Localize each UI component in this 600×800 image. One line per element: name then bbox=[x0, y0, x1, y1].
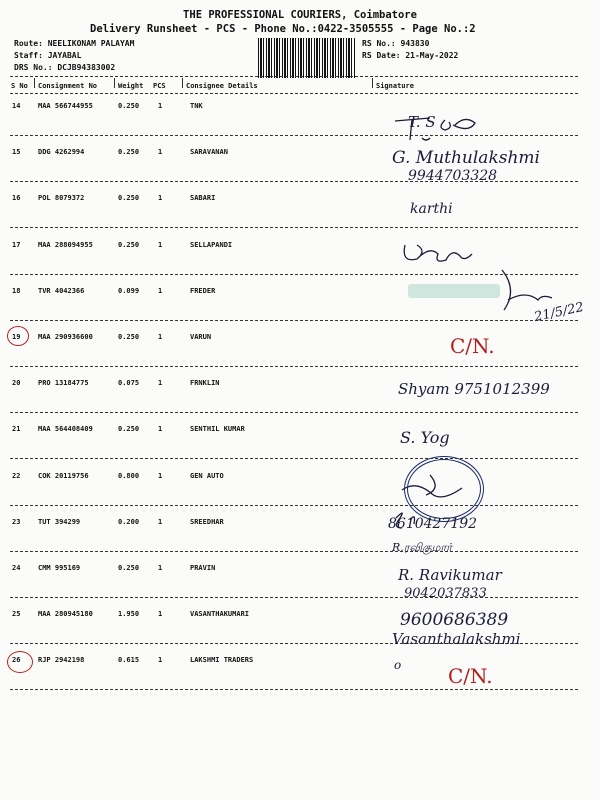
col-sno: S No bbox=[11, 82, 28, 90]
col-consignee-details: Consignee Details bbox=[186, 82, 258, 90]
row-weight: 0.250 bbox=[118, 194, 140, 202]
row-consignee: SABARI bbox=[190, 194, 216, 202]
col-signature: Signature bbox=[376, 82, 414, 90]
row-consignment-no: COK 20119756 bbox=[38, 472, 89, 480]
row-consignee: GEN AUTO bbox=[190, 472, 224, 480]
row-consignee: SELLAPANDI bbox=[190, 241, 233, 249]
row-weight: 0.200 bbox=[118, 518, 140, 526]
row-consignment-no: MAA 280945180 bbox=[38, 610, 93, 618]
row-consignee: FRNKLIN bbox=[190, 379, 220, 387]
col-weight: Weight bbox=[118, 82, 144, 90]
row-sno: 19 bbox=[12, 333, 21, 341]
row-sno: 22 bbox=[12, 472, 21, 480]
row-consignment-no: MAA 564408409 bbox=[38, 425, 93, 433]
route-label: Route: NEELIKONAM PALAYAM bbox=[14, 39, 135, 48]
row-pcs: 1 bbox=[158, 194, 163, 202]
row-consignment-no: MAA 566744955 bbox=[38, 102, 93, 110]
row-weight: 0.250 bbox=[118, 241, 140, 249]
row-consignee: FREDER bbox=[190, 287, 216, 295]
row-consignment-no: RJP 2942198 bbox=[38, 656, 85, 664]
row-weight: 0.615 bbox=[118, 656, 140, 664]
handwritten-name-row24: R. Ravikumar bbox=[398, 566, 502, 584]
col-pcs: PCS bbox=[153, 82, 166, 90]
row-sno: 16 bbox=[12, 194, 21, 202]
rs-number: RS No.: 943830 bbox=[362, 39, 430, 48]
redacted-signature-row18 bbox=[408, 284, 500, 298]
row-consignment-no: MAA 290936600 bbox=[38, 333, 93, 341]
row-pcs: 1 bbox=[158, 425, 163, 433]
row-pcs: 1 bbox=[158, 518, 163, 526]
handwritten-phone-row24: 9042037833 bbox=[404, 586, 487, 601]
rs-date: RS Date: 21-May-2022 bbox=[362, 51, 459, 60]
row-consignee: PRAVIN bbox=[190, 564, 216, 572]
handwritten-date-row18: 21/5/22 bbox=[532, 299, 586, 326]
row-weight: 0.800 bbox=[118, 472, 140, 480]
handwritten-phone-row15: 9944703328 bbox=[408, 168, 498, 184]
row-consignment-no: TVR 4042366 bbox=[38, 287, 85, 295]
row-sno: 17 bbox=[12, 241, 21, 249]
signature-mark-row21: S. Yog bbox=[400, 428, 450, 447]
drs-number: DRS No.: DCJB94383002 bbox=[14, 63, 116, 72]
row-consignment-no: CMM 995169 bbox=[38, 564, 81, 572]
cn-mark-row19: C/N. bbox=[450, 334, 495, 358]
row-consignee: LAKSHMI TRADERS bbox=[190, 656, 254, 664]
company-stamp bbox=[404, 456, 484, 522]
row-sno: 24 bbox=[12, 564, 21, 572]
row-consignment-no: PRO 13184775 bbox=[38, 379, 89, 387]
row-pcs: 1 bbox=[158, 472, 163, 480]
row-consignment-no: MAA 288094955 bbox=[38, 241, 93, 249]
row-consignment-no: POL 8079372 bbox=[38, 194, 85, 202]
row-sno: 23 bbox=[12, 518, 21, 526]
col-consignment-no: Consignment No bbox=[38, 82, 98, 90]
page-title: THE PROFESSIONAL COURIERS, Coimbatore bbox=[183, 9, 417, 21]
row-consignee: TNK bbox=[190, 102, 203, 110]
handwritten-tamil-name-row24: R.ரவிகுமார் bbox=[392, 541, 453, 554]
row-consignee: SENTHIL KUMAR bbox=[190, 425, 245, 433]
row-sno: 25 bbox=[12, 610, 21, 618]
row-pcs: 1 bbox=[158, 287, 163, 295]
row-pcs: 1 bbox=[158, 102, 163, 110]
handwritten-name-row15: G. Muthulakshmi bbox=[392, 148, 540, 168]
handwritten-name-row16: karthi bbox=[410, 201, 453, 217]
row-pcs: 1 bbox=[158, 379, 163, 387]
row-pcs: 1 bbox=[158, 148, 163, 156]
signature-mark-row26: o bbox=[394, 658, 402, 672]
handwritten-phone-row25: 9600686389 bbox=[400, 610, 509, 630]
row-pcs: 1 bbox=[158, 241, 163, 249]
row-weight: 0.250 bbox=[118, 102, 140, 110]
handwritten-phone-row23: 8610427192 bbox=[388, 516, 478, 532]
row-weight: 0.250 bbox=[118, 564, 140, 572]
cn-mark-row26: C/N. bbox=[448, 664, 493, 688]
row-weight: 1.950 bbox=[118, 610, 140, 618]
handwritten-name-row25: Vasanthalakshmi bbox=[392, 630, 521, 648]
row-sno: 18 bbox=[12, 287, 21, 295]
row-consignment-no: DDG 4262994 bbox=[38, 148, 85, 156]
page-subtitle: Delivery Runsheet - PCS - Phone No.:0422-3505555 - Page No.:2 bbox=[90, 23, 476, 35]
row-sno: 15 bbox=[12, 148, 21, 156]
row-pcs: 1 bbox=[158, 564, 163, 572]
row-pcs: 1 bbox=[158, 610, 163, 618]
row-sno: 14 bbox=[12, 102, 21, 110]
row-weight: 0.099 bbox=[118, 287, 140, 295]
row-sno: 21 bbox=[12, 425, 21, 433]
row-consignment-no: TUT 394299 bbox=[38, 518, 81, 526]
row-consignee: VASANTHAKUMARI bbox=[190, 610, 250, 618]
handwritten-name-phone-row20: Shyam 9751012399 bbox=[398, 380, 550, 398]
row-pcs: 1 bbox=[158, 656, 163, 664]
row-sno: 26 bbox=[12, 656, 21, 664]
signature-mark-row14: T. S bbox=[408, 113, 436, 131]
row-weight: 0.250 bbox=[118, 148, 140, 156]
row-consignee: SREEDHAR bbox=[190, 518, 224, 526]
row-weight: 0.250 bbox=[118, 333, 140, 341]
row-consignee: SARAVANAN bbox=[190, 148, 228, 156]
row-consignee: VARUN bbox=[190, 333, 212, 341]
row-sno: 20 bbox=[12, 379, 21, 387]
row-pcs: 1 bbox=[158, 333, 163, 341]
row-weight: 0.250 bbox=[118, 425, 140, 433]
row-weight: 0.075 bbox=[118, 379, 140, 387]
staff-label: Staff: JAYABAL bbox=[14, 51, 82, 60]
